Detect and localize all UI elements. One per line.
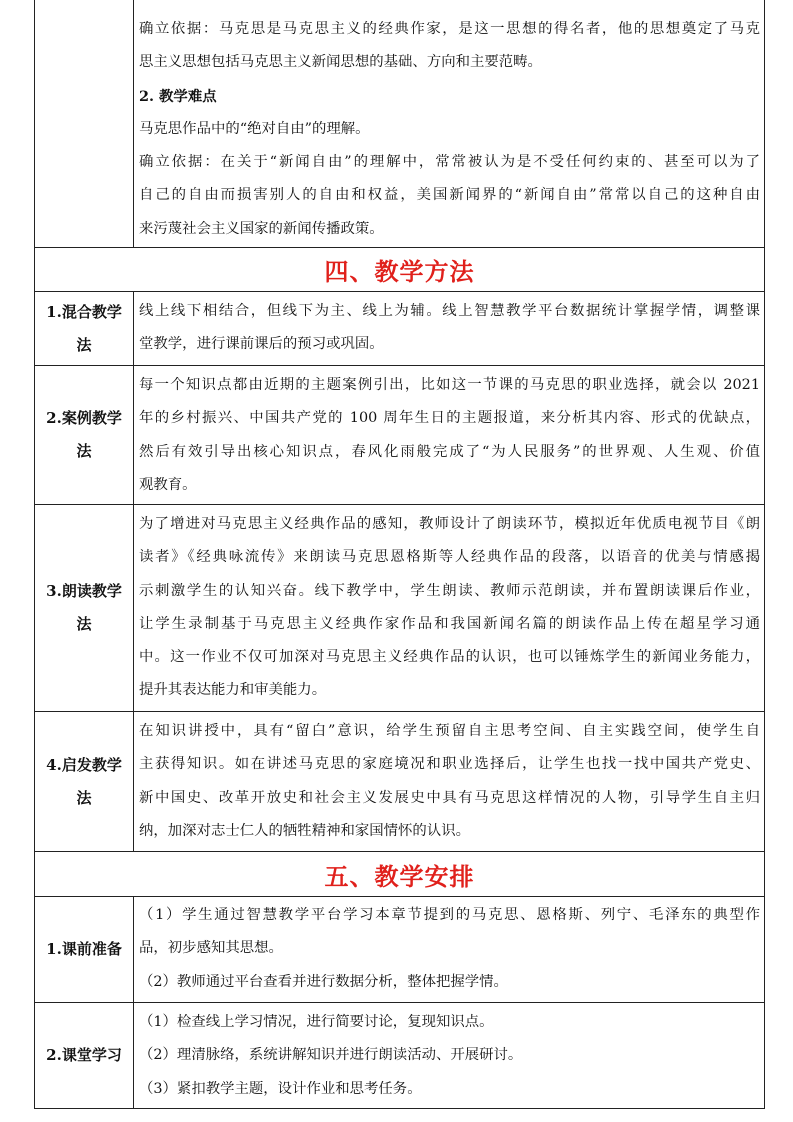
row-label	[35, 1003, 134, 1108]
text-line: （1）检查线上学习情况，进行简要讨论，复现知识点。	[139, 1014, 494, 1030]
content-cell	[134, 0, 764, 247]
text-line: 每一个知识点都由近期的主题案例引出，比如这一节课的马克思的职业选择，就会以 2021	[139, 377, 760, 393]
text-line: 示刺激学生的认知兴奋。线下教学中，学生朗读、教师示范朗读，并布置朗读课后作业，	[139, 582, 760, 599]
subheading: 2. 教学难点	[139, 87, 217, 105]
text-line: 思主义思想包括马克思主义新闻思想的基础、方向和主要范畴。	[139, 54, 542, 71]
label-line: 3.朗读教学	[46, 582, 122, 600]
table-row	[35, 0, 764, 247]
row-label	[35, 366, 134, 504]
section-title: 四、教学方法	[35, 247, 764, 291]
text-line: 来污蔑社会主义国家的新闻传播政策。	[139, 220, 384, 237]
content-cell	[134, 292, 764, 365]
label-line: 1.混合教学	[46, 302, 122, 321]
table-row	[35, 1002, 764, 1108]
text-line: 提升其表达能力和审美能力。	[139, 682, 327, 699]
table-row	[35, 896, 764, 1002]
content-cell	[134, 712, 764, 851]
text-line: 中。这一作业不仅可加深对马克思主义经典作品的认识，也可以锤炼学生的新闻业务能力，	[139, 649, 760, 666]
empty-label-cell	[35, 0, 134, 247]
text-line: 年的乡村振兴、中国共产党的 100 周年生日的主题报道，来分析其内容、形式的优缺点，	[139, 410, 760, 427]
content-cell	[134, 1003, 764, 1108]
table-row	[35, 504, 764, 711]
lesson-plan-table	[34, 0, 765, 1109]
content-cell	[134, 505, 764, 711]
row-label	[35, 505, 134, 711]
text-line: 读者》《经典咏流传》来朗读马克思恩格斯等人经典作品的段落，以语音的优美与情感揭	[139, 549, 760, 566]
text-line: 自己的自由而损害别人的自由和权益，美国新闻界的“新闻自由”常常以自己的这种自由	[139, 187, 760, 204]
label-line: 法	[76, 442, 92, 460]
text-line: 线上线下相结合，但线下为主、线上为辅。线上智慧教学平台数据统计掌握学情，调整课	[139, 303, 760, 319]
text-line: （2）理清脉络，系统讲解知识并进行朗读活动、开展研讨。	[139, 1047, 523, 1064]
text-line: 品，初步感知其思想。	[139, 940, 283, 957]
table-row	[35, 711, 764, 851]
text-line: 观教育。	[139, 476, 197, 493]
label-line: 法	[76, 788, 92, 807]
label-line: 2.案例教学	[46, 409, 122, 427]
text-line: 主获得知识。如在讲述马克思的家庭境况和职业选择后，让学生也找一找中国共产党史、	[139, 756, 760, 773]
label-line: 1.课前准备	[46, 940, 122, 958]
section-title: 五、教学安排	[35, 851, 764, 896]
content-cell	[134, 366, 764, 504]
text-line: 确立依据：马克思是马克思主义的经典作家，是这一思想的得名者，他的思想奠定了马克	[139, 21, 760, 37]
row-label	[35, 897, 134, 1002]
text-line: 在知识讲授中，具有“留白”意识，给学生预留自主思考空间、自主实践空间，使学生自	[139, 723, 760, 739]
text-line: 让学生录制基于马克思主义经典作家作品和我国新闻名篇的朗读作品上传在超星学习通	[139, 615, 760, 632]
table-row	[35, 365, 764, 504]
label-line: 法	[76, 335, 92, 354]
text-line: （1）学生通过智慧教学平台学习本章节提到的马克思、恩格斯、列宁、毛泽东的典型作	[139, 907, 760, 923]
label-line: 4.启发教学	[46, 755, 122, 774]
text-line: 纳，加深对志士仁人的牺牲精神和家国情怀的认识。	[139, 822, 470, 839]
content-cell	[134, 897, 764, 1002]
text-line: 堂教学，进行课前课后的预习或巩固。	[139, 336, 384, 353]
table-row	[35, 291, 764, 365]
text-line: 然后有效引导出核心知识点，春风化雨般完成了“为人民服务”的世界观、人生观、价值	[139, 443, 760, 460]
label-line: 2.课堂学习	[46, 1046, 122, 1064]
text-line: （2）教师通过平台查看并进行数据分析，整体把握学情。	[139, 973, 508, 990]
text-line: 新中国史、改革开放史和社会主义发展史中具有马克思这样情况的人物，引导学生自主归	[139, 789, 760, 806]
text-line: （3）紧扣教学主题，设计作业和思考任务。	[139, 1080, 422, 1097]
label-line: 法	[76, 615, 92, 633]
text-line: 确立依据：在关于“新闻自由”的理解中，常常被认为是不受任何约束的、甚至可以为了	[139, 154, 760, 171]
row-label	[35, 712, 134, 851]
text-line: 为了增进对马克思主义经典作品的感知，教师设计了朗读环节，模拟近年优质电视节目《朗	[139, 516, 760, 532]
row-label	[35, 292, 134, 365]
text-line: 马克思作品中的“绝对自由”的理解。	[139, 120, 370, 137]
